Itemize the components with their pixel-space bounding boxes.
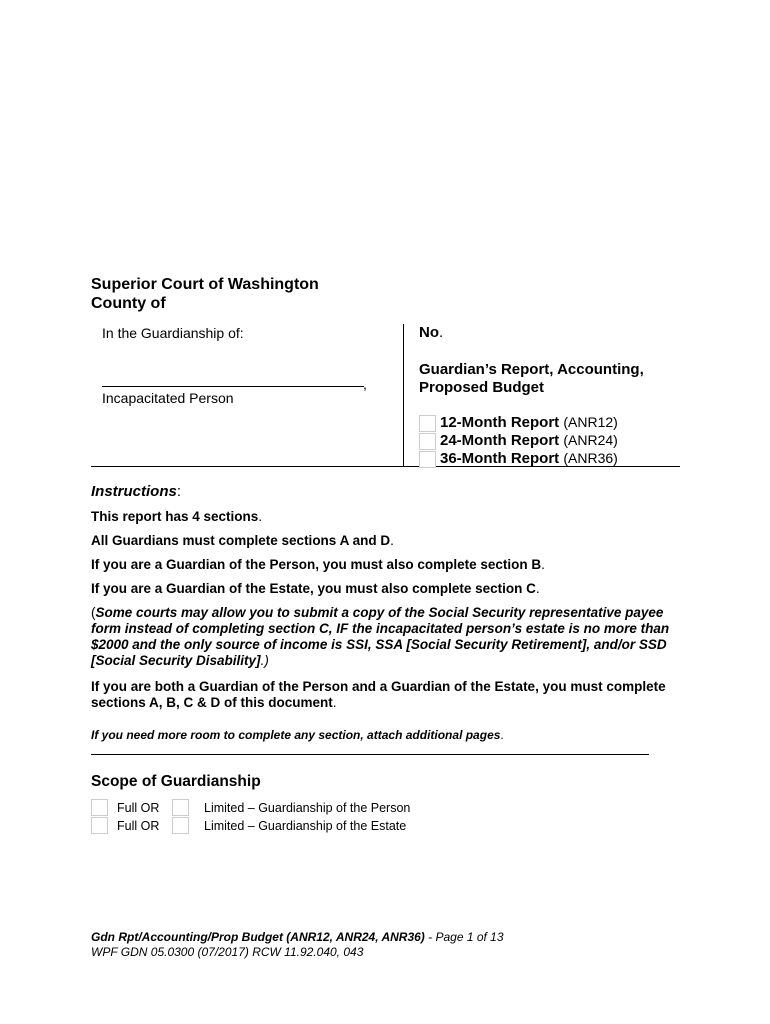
footer-form-number: WPF GDN 05.0300 (07/2017) RCW 11.92.040, 043 [91,945,364,959]
case-number-label: No [419,324,439,341]
scope-row-person [91,799,410,816]
instruction-guardian-estate: If you are a Guardian of the Estate, you must also complete section C. [91,581,540,596]
report-36-checkbox[interactable] [419,451,436,468]
report-24-checkbox[interactable] [419,433,436,450]
section-divider [91,754,649,755]
instruction-guardian-person: If you are a Guardian of the Person, you must also complete section B. [91,557,545,572]
report-option-36[interactable]: 36-Month Report (ANR36) [419,449,618,468]
footer-form-title: Gdn Rpt/Accounting/Prop Budget (ANR12, ANR24, ANR36) - Page 1 of 13 [91,930,504,944]
more-room-note: If you need more room to complete any section, attach additional pages. [91,728,504,742]
instruction-all-guardians: All Guardians must complete sections A and D. [91,533,394,548]
county-label: County of [91,295,166,312]
report-option-12[interactable]: 12-Month Report (ANR12) [419,413,618,432]
limited-person-label: Limited – Guardianship of the Person [204,800,411,815]
scope-estate-full-checkbox[interactable] [91,817,108,834]
instruction-social-security-note: (Some courts may allow you to submit a copy of the Social Security representative payee form instead of completing section C, IF the incapacitated person’s estate is no more than $2000 and the only source of income is SSI, SSA [Social Security Retirement], and/or SSD [Social Security Disability].) [91,605,670,668]
report-12-checkbox[interactable] [419,415,436,432]
report-option-24[interactable]: 24-Month Report (ANR24) [419,431,618,450]
scope-row-estate [91,817,406,834]
scope-person-limited-checkbox[interactable] [172,799,189,816]
guardianship-of-label: In the Guardianship of: [102,325,244,341]
case-number-field[interactable]: No. [419,324,444,341]
page-number: - Page 1 of 13 [424,930,504,944]
instruction-sections-count: This report has 4 sections. [91,509,263,524]
scope-title: Scope of Guardianship [91,773,261,790]
instructions-heading: Instructions: [91,483,182,500]
incapacitated-person-name-line[interactable] [102,386,364,387]
court-heading [91,275,319,313]
full-or-label: Full OR [117,800,160,815]
court-name: Superior Court of Washington [91,276,319,293]
caption-comma: , [363,376,367,392]
document-title: Guardian’s Report, Accounting, Proposed Budget [419,361,644,396]
full-or-label: Full OR [117,818,160,833]
scope-estate-limited-checkbox[interactable] [172,817,189,834]
scope-person-full-checkbox[interactable] [91,799,108,816]
caption-divider [403,324,404,467]
limited-estate-label: Limited – Guardianship of the Estate [204,818,407,833]
incapacitated-person-label: Incapacitated Person [102,390,234,406]
instruction-both-guardians: If you are both a Guardian of the Person and a Guardian of the Estate, you must complete sections A, B, C & D of this document. [91,679,666,710]
